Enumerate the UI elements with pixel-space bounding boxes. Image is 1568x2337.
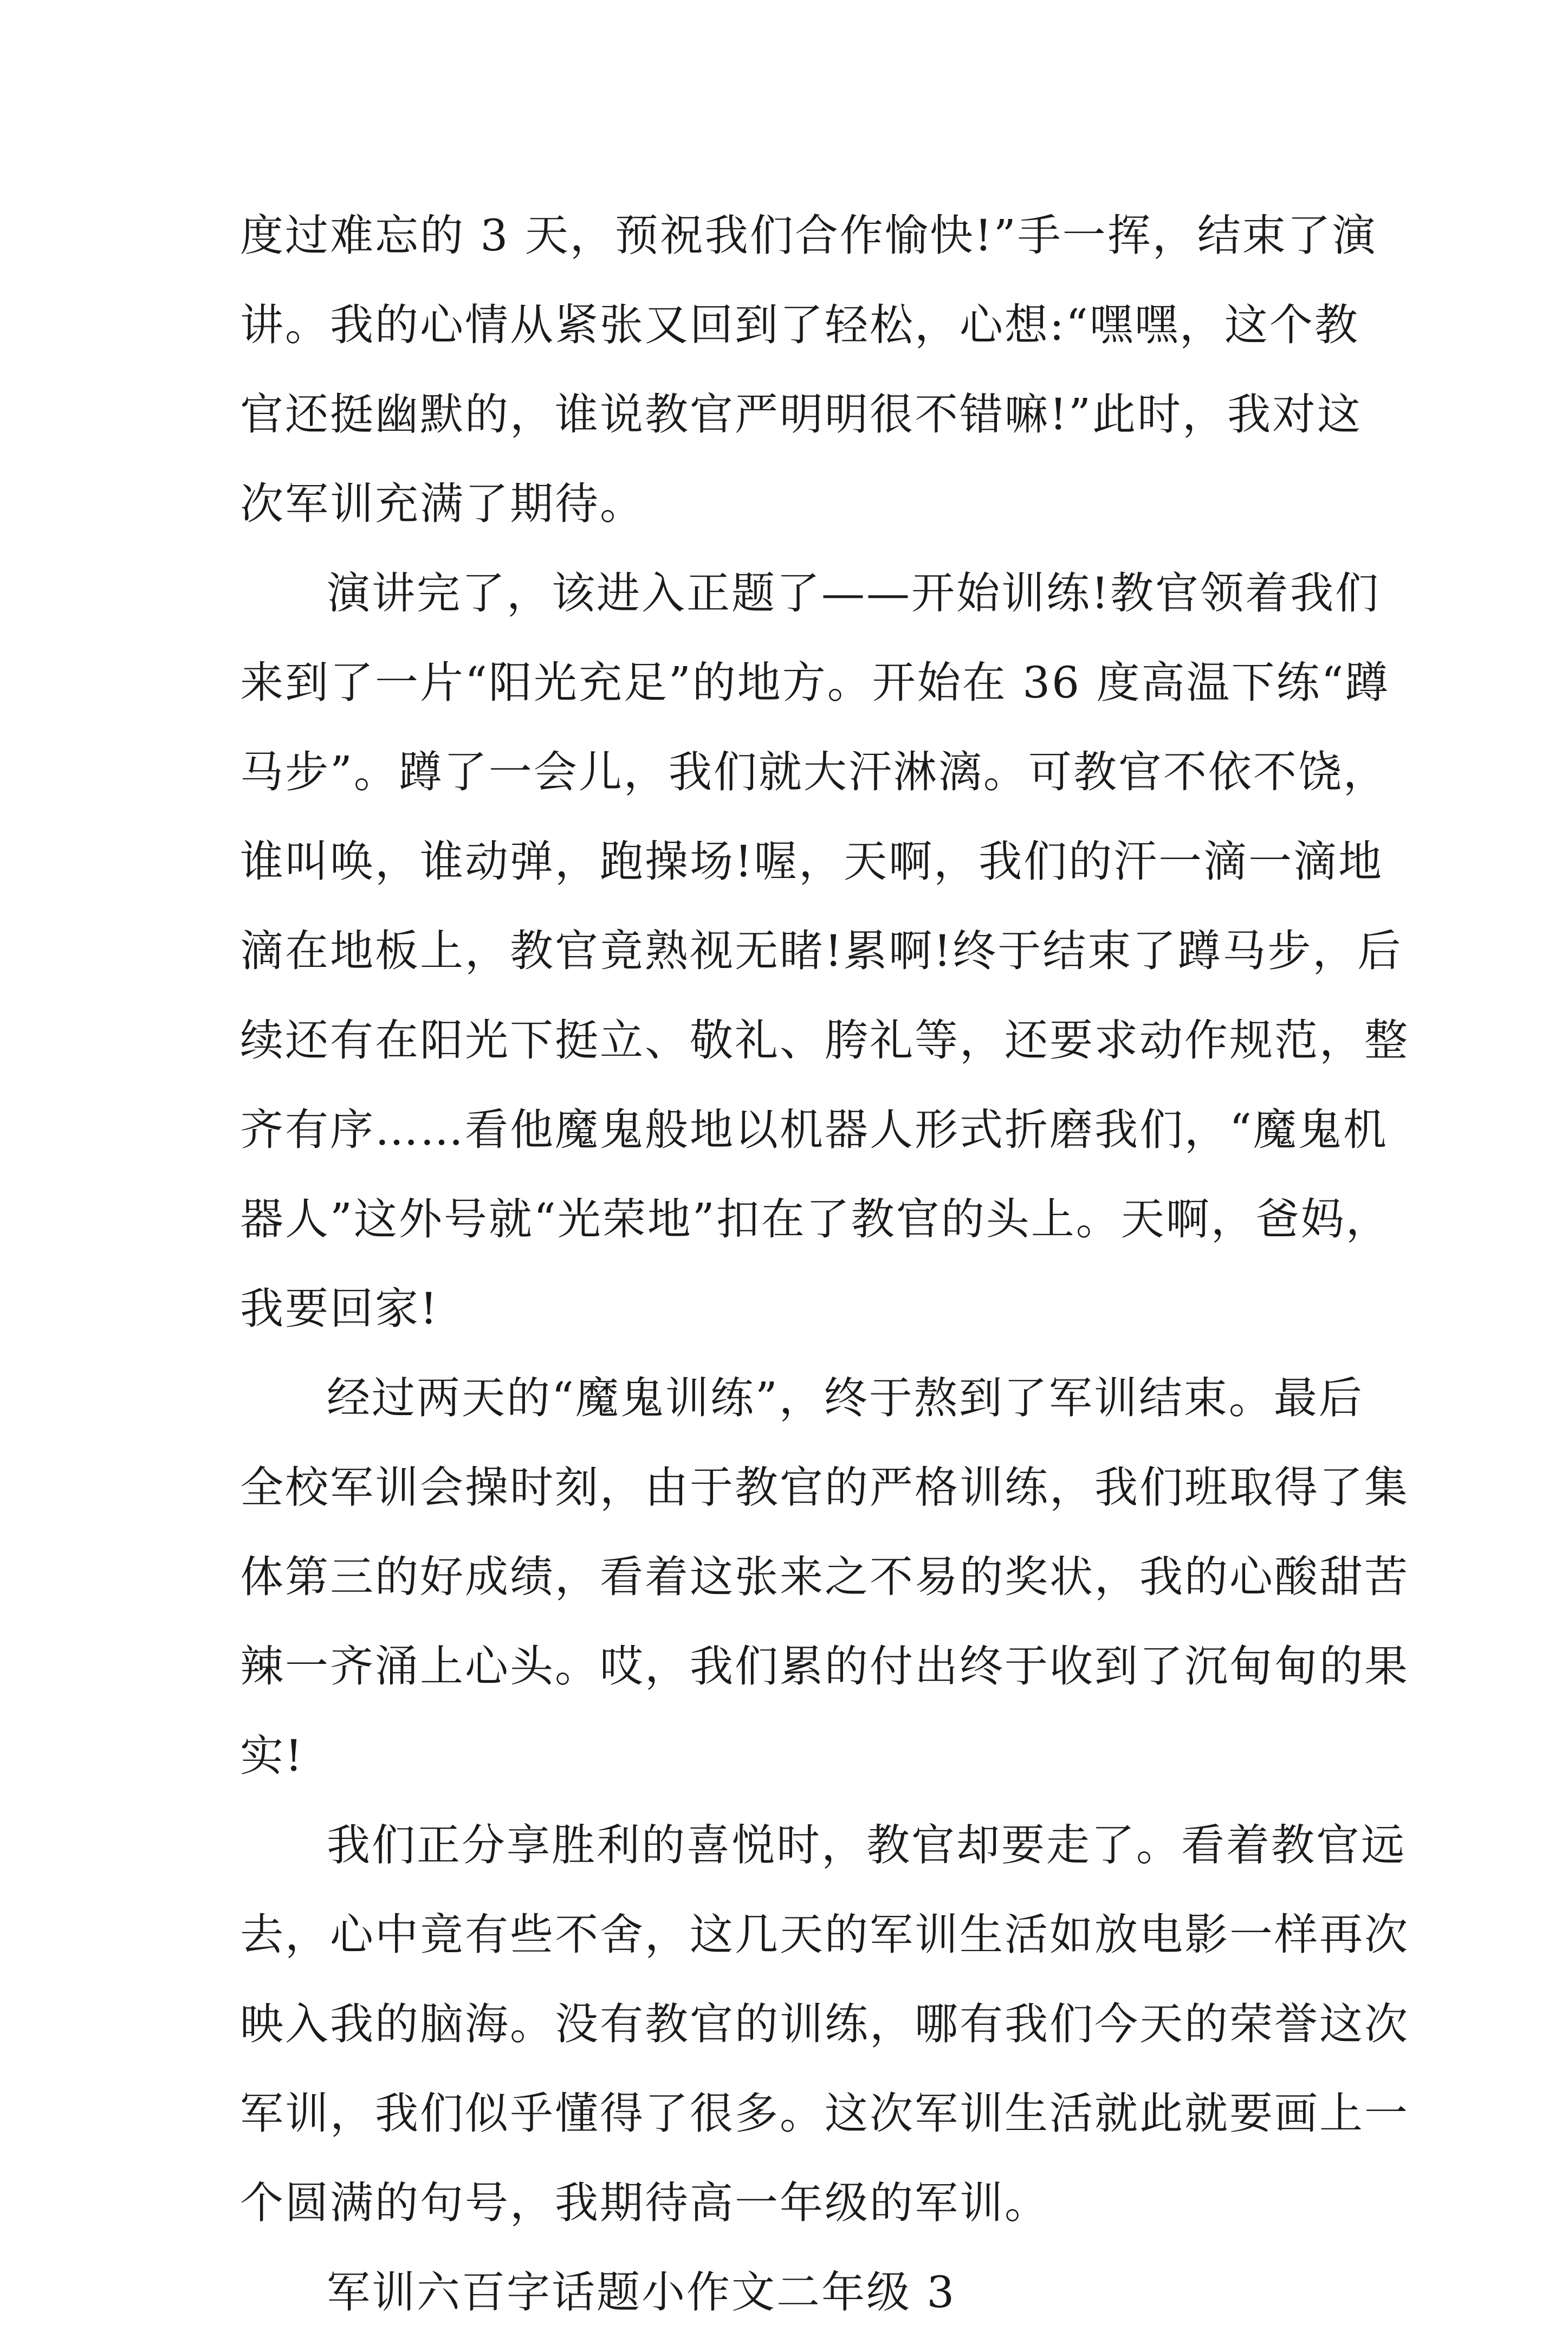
heading-line: 军训六百字话题小作文二年级 3: [327, 2267, 956, 2317]
text-line: 辣一齐涌上心头。哎，我们累的付出终于收到了沉甸甸的果: [240, 1641, 1409, 1692]
text-line: 官还挺幽默的，谁说教官严明明很不错嘛!”此时，我对这: [240, 389, 1363, 440]
text-line: 滴在地板上，教官竟熟视无睹!累啊!终于结束了蹲马步，后: [240, 926, 1403, 976]
paragraph-2: [240, 548, 1409, 1353]
text-line: 实!: [240, 1731, 304, 1781]
text-line: 军训，我们似乎懂得了很多。这次军训生活就此就要画上一: [240, 2088, 1409, 2139]
text-line: 体第三的好成绩，看着这张来之不易的奖状，我的心酸甜苦: [240, 1552, 1409, 1602]
paragraph-4: [240, 1800, 1409, 2248]
text-line: 映入我的脑海。没有教官的训练，哪有我们今天的荣誉这次: [240, 1999, 1409, 2049]
text-line: 我要回家!: [240, 1283, 439, 1334]
text-line: 来到了一片“阳光充足”的地方。开始在 36 度高温下练“蹲: [240, 657, 1390, 708]
text-line: 次军训充满了期待。: [240, 479, 645, 529]
text-line: 全校军训会操时刻，由于教官的严格训练，我们班取得了集: [240, 1462, 1409, 1513]
text-line: 去，心中竟有些不舍，这几天的军训生活如放电影一样再次: [240, 1909, 1409, 1960]
text-line: 讲。我的心情从紧张又回到了轻松，心想:“嘿嘿，这个教: [240, 300, 1359, 350]
text-line: 马步”。蹲了一会儿，我们就大汗淋漓。可教官不依不饶，: [240, 747, 1388, 797]
text-line: 演讲完了，该进入正题了——开始训练!教官领着我们: [327, 568, 1381, 618]
text-line: 我们正分享胜利的喜悦时，教官却要走了。看着教官远: [327, 1820, 1406, 1870]
text-line: 器人”这外号就“光荣地”扣在了教官的头上。天啊，爸妈，: [240, 1194, 1391, 1244]
text-line: 度过难忘的 3 天，预祝我们合作愉快!”手一挥，结束了演: [240, 210, 1377, 261]
section-heading: [240, 2248, 1340, 2337]
text-line: 齐有序……看他魔鬼般地以机器人形式折磨我们，“魔鬼机: [240, 1105, 1388, 1155]
document-page: [240, 191, 1409, 2337]
text-line: 个圆满的句号，我期待高一年级的军训。: [240, 2178, 1049, 2228]
text-line: 谁叫唤，谁动弹，跑操场!喔，天啊，我们的汗一滴一滴地: [240, 836, 1384, 887]
text-line: 经过两天的“魔鬼训练”，终于熬到了军训结束。最后: [327, 1373, 1364, 1423]
paragraph-3: [240, 1353, 1409, 1800]
paragraph-1: [240, 191, 1377, 548]
text-line: 续还有在阳光下挺立、敬礼、胯礼等，还要求动作规范，整: [240, 1015, 1409, 1066]
